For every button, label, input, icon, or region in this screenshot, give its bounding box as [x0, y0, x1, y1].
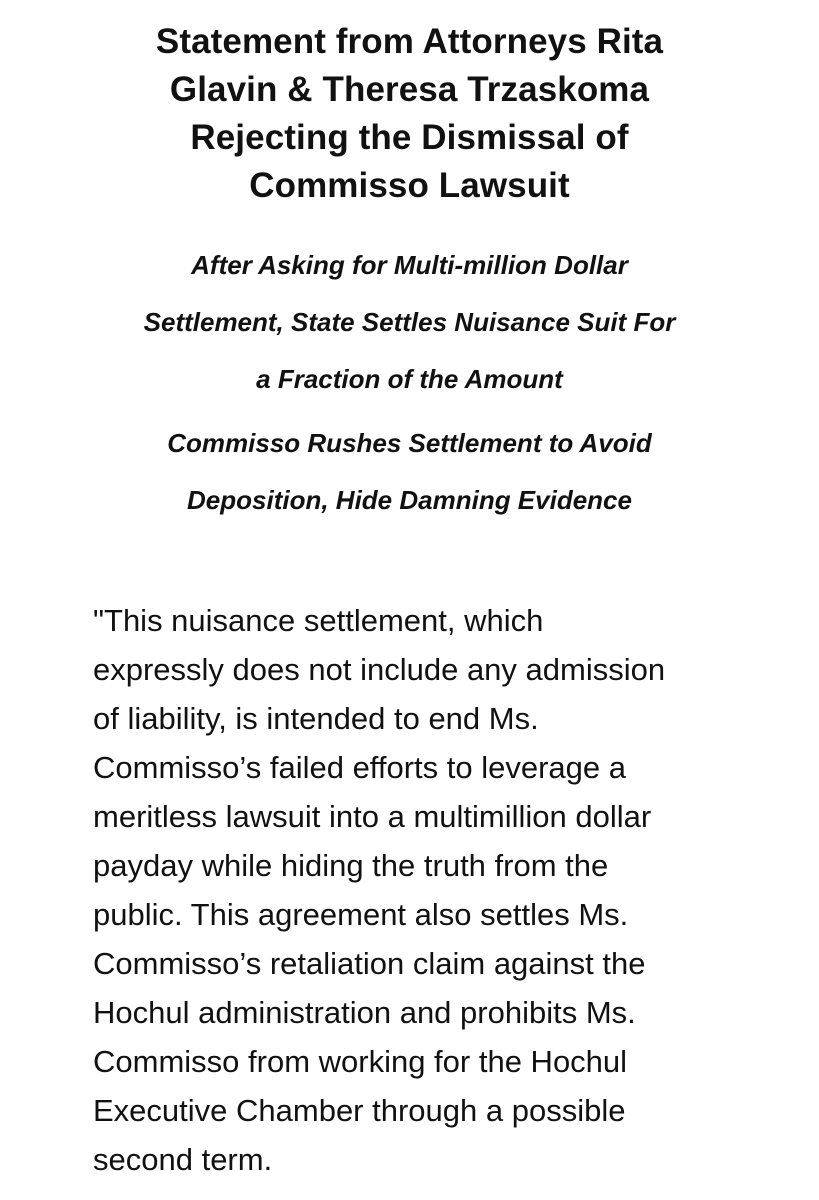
body-line: meritless lawsuit into a multimillion dollar	[93, 799, 652, 834]
body-line: public. This agreement also settles Ms.	[93, 897, 629, 932]
subheading-settlement	[60, 237, 759, 408]
statement-title	[100, 18, 719, 210]
title-line: Commisso Lawsuit	[249, 166, 570, 205]
subheading-line: Deposition, Hide Damning Evidence	[187, 485, 632, 515]
title-line: Rejecting the Dismissal of	[190, 118, 629, 157]
subheading-line: Settlement, State Settles Nuisance Suit For	[143, 307, 676, 337]
subheading-deposition	[60, 415, 759, 529]
body-line: Hochul administration and prohibits Ms.	[93, 995, 636, 1030]
subheading-line: Commisso Rushes Settlement to Avoid	[167, 428, 652, 458]
body-line: Commisso from working for the Hochul	[93, 1044, 628, 1079]
body-line: "This nuisance settlement, which	[93, 603, 544, 638]
title-line: Statement from Attorneys Rita	[155, 22, 664, 61]
statement-body	[93, 596, 773, 1184]
body-line: expressly does not include any admission	[93, 652, 666, 687]
title-line: Glavin & Theresa Trzaskoma	[169, 70, 650, 109]
body-line: Commisso’s retaliation claim against the	[93, 946, 646, 981]
subheading-line: a Fraction of the Amount	[256, 364, 563, 394]
subheading-line: After Asking for Multi-million Dollar	[191, 250, 628, 280]
body-line: payday while hiding the truth from the	[93, 848, 609, 883]
body-line: of liability, is intended to end Ms.	[93, 701, 539, 736]
body-line: Commisso’s failed efforts to leverage a	[93, 750, 626, 785]
body-line: second term.	[93, 1142, 273, 1177]
body-line: Executive Chamber through a possible	[93, 1093, 626, 1128]
